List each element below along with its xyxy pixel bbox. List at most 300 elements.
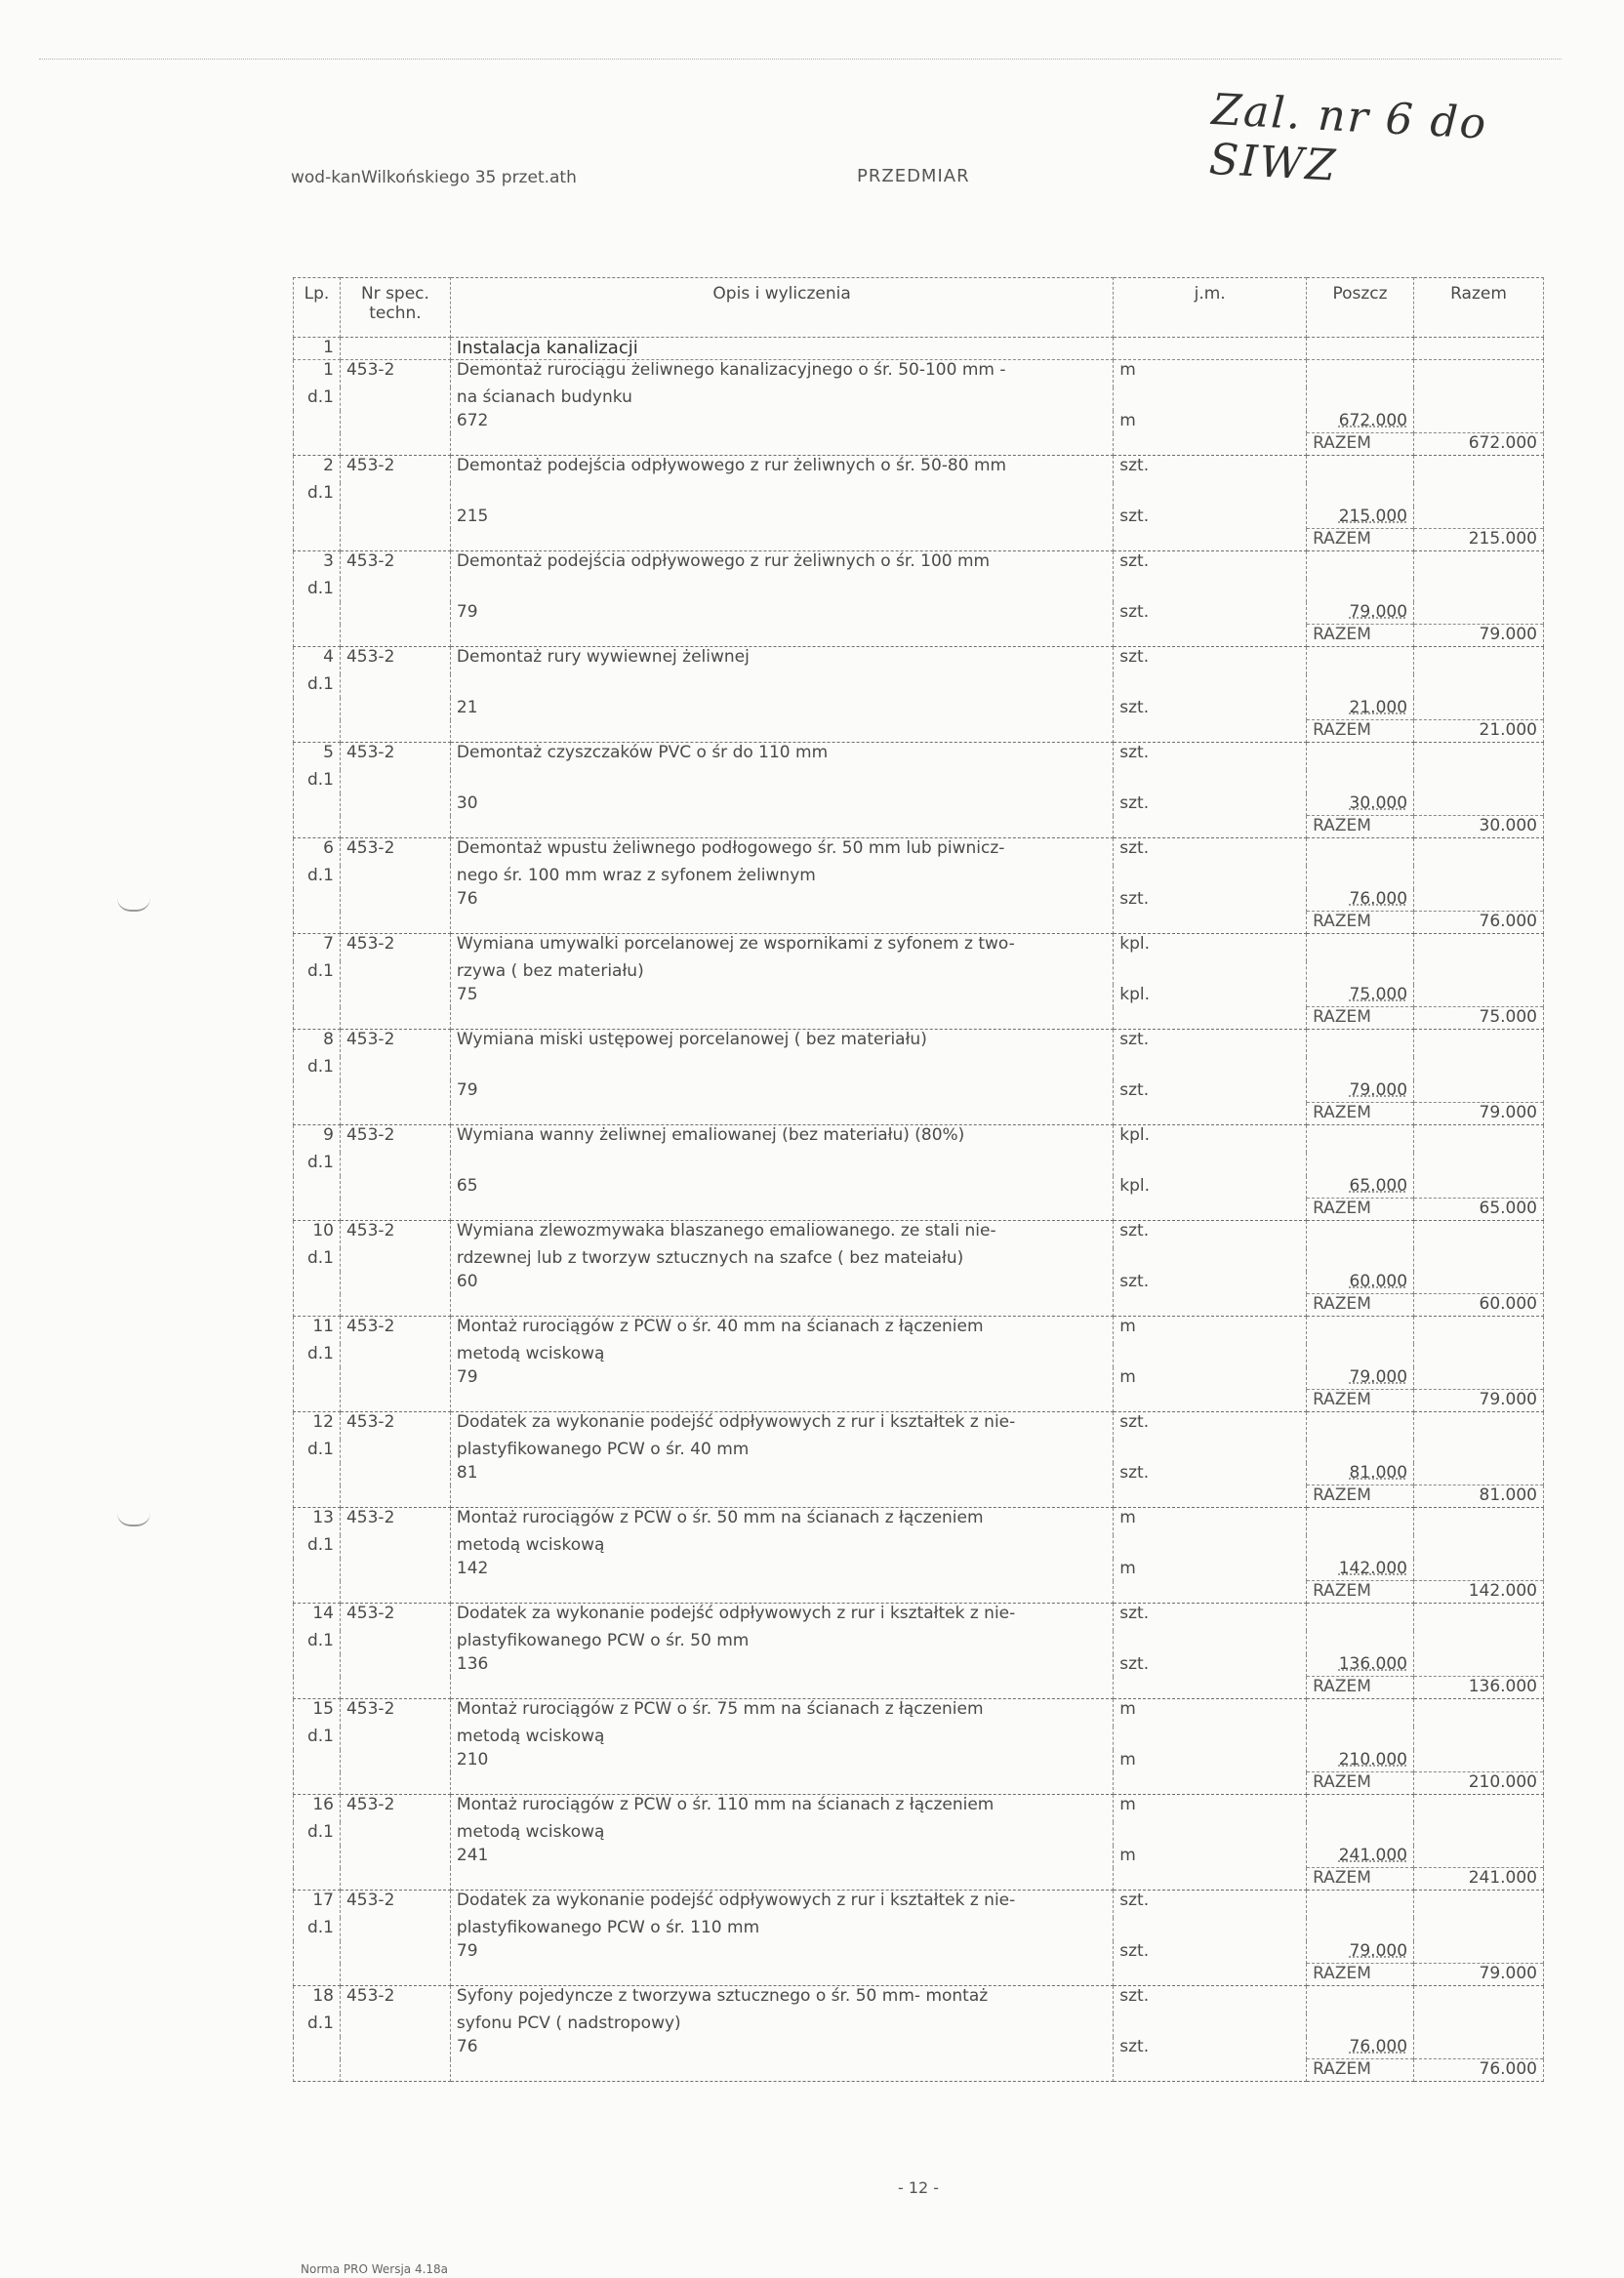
position-sub: d.1 [294, 674, 341, 698]
position-nr-empty [340, 1007, 450, 1030]
position-desc-line1: Demontaż rury wywiewnej żeliwnej [450, 647, 1113, 675]
position-nr: 453-2 [340, 1891, 450, 1919]
position-row [294, 1699, 1544, 1728]
position-poszcz-value: 76.000 [1307, 2037, 1414, 2059]
position-desc-empty [450, 720, 1113, 743]
position-nr-empty [340, 793, 450, 816]
position-nr-empty [340, 1248, 450, 1272]
position-sub: d.1 [294, 387, 341, 411]
footer-version: Norma PRO Wersja 4.18a [301, 2262, 449, 2276]
position-lp: 5 [294, 743, 341, 771]
razem-label: RAZEM [1307, 1964, 1414, 1986]
position-calc-row [294, 1367, 1544, 1390]
position-lp: 16 [294, 1795, 341, 1823]
razem-value: 21.000 [1414, 720, 1544, 743]
razem-value: 75.000 [1414, 1007, 1544, 1030]
position-nr: 453-2 [340, 1317, 450, 1345]
position-razem-empty [1414, 698, 1544, 720]
position-sub: d.1 [294, 866, 341, 889]
position-poszcz-value: 30.000 [1307, 793, 1414, 816]
position-nr-empty [340, 433, 450, 456]
position-desc-empty [450, 529, 1113, 551]
razem-value: 210.000 [1414, 1772, 1544, 1795]
position-lp: 7 [294, 934, 341, 962]
position-sub: d.1 [294, 1248, 341, 1272]
position-nr-empty [340, 816, 450, 838]
position-calc-jm: szt. [1114, 889, 1307, 912]
position-desc-line2: plastyfikowanego PCW o śr. 50 mm [450, 1631, 1113, 1654]
position-jm-empty [1114, 1057, 1307, 1080]
position-jm-empty [1114, 674, 1307, 698]
position-sub: d.1 [294, 1153, 341, 1176]
position-row [294, 360, 1544, 388]
position-sum-row [294, 1485, 1544, 1508]
col-header-nr-spec [340, 278, 450, 338]
position-desc-line1: Demontaż podejścia odpływowego z rur żeliwnych o śr. 100 mm [450, 551, 1113, 580]
position-razem-empty [1414, 1631, 1544, 1654]
position-nr-empty [340, 674, 450, 698]
position-razem-empty [1414, 934, 1544, 962]
position-razem-empty [1414, 1941, 1544, 1964]
position-jm-empty [1114, 1153, 1307, 1176]
position-poszcz-value: 79.000 [1307, 1367, 1414, 1390]
position-jm-empty [1114, 1007, 1307, 1030]
position-nr-empty [340, 1367, 450, 1390]
razem-label: RAZEM [1307, 720, 1414, 743]
position-lp: 15 [294, 1699, 341, 1728]
position-lp: 18 [294, 1986, 341, 2014]
position-poszcz-empty [1307, 456, 1414, 484]
position-desc-line2: syfonu PCV ( nadstropowy) [450, 2014, 1113, 2037]
razem-label: RAZEM [1307, 1677, 1414, 1699]
position-row-cont [294, 1631, 1544, 1654]
position-lp-empty [294, 1772, 341, 1795]
position-jm-empty [1114, 1677, 1307, 1699]
position-calc-jm: szt. [1114, 2037, 1307, 2059]
position-jm: szt. [1114, 647, 1307, 675]
position-razem-empty [1414, 1125, 1544, 1154]
position-calc: 672 [450, 411, 1113, 433]
position-jm: szt. [1114, 838, 1307, 867]
position-lp: 3 [294, 551, 341, 580]
position-lp: 17 [294, 1891, 341, 1919]
position-calc-jm: szt. [1114, 1272, 1307, 1294]
position-razem-empty [1414, 1221, 1544, 1249]
razem-value: 672.000 [1414, 433, 1544, 456]
position-lp-empty [294, 1964, 341, 1986]
position-nr-empty [340, 1535, 450, 1559]
position-poszcz-empty [1307, 579, 1414, 602]
position-calc-jm: m [1114, 411, 1307, 433]
position-desc-empty [450, 1964, 1113, 1986]
table-body [294, 338, 1544, 2082]
position-sum-row [294, 1581, 1544, 1604]
position-nr-empty [340, 961, 450, 985]
position-jm-empty [1114, 579, 1307, 602]
position-lp-empty [294, 1846, 341, 1868]
position-jm: kpl. [1114, 1125, 1307, 1154]
position-poszcz-empty [1307, 1030, 1414, 1058]
position-razem-empty [1414, 360, 1544, 388]
position-nr-empty [340, 1846, 450, 1868]
position-calc-jm: m [1114, 1846, 1307, 1868]
position-row [294, 838, 1544, 867]
razem-label: RAZEM [1307, 1199, 1414, 1221]
razem-label: RAZEM [1307, 1772, 1414, 1795]
position-lp-empty [294, 1868, 341, 1891]
position-nr-empty [340, 483, 450, 507]
razem-label: RAZEM [1307, 1868, 1414, 1891]
position-calc-row [294, 1080, 1544, 1103]
position-row [294, 1221, 1544, 1249]
position-jm-empty [1114, 1103, 1307, 1125]
position-poszcz-value: 81.000 [1307, 1463, 1414, 1485]
position-sum-row [294, 1868, 1544, 1891]
position-jm-empty [1114, 433, 1307, 456]
position-nr-empty [340, 720, 450, 743]
position-razem-empty [1414, 1604, 1544, 1632]
position-poszcz-empty [1307, 1822, 1414, 1846]
position-row-cont [294, 1918, 1544, 1941]
position-poszcz-empty [1307, 1248, 1414, 1272]
position-razem-empty [1414, 1176, 1544, 1199]
position-desc-line1: Demontaż czyszczaków PVC o śr do 110 mm [450, 743, 1113, 771]
position-poszcz-empty [1307, 1604, 1414, 1632]
position-desc-line2 [450, 770, 1113, 793]
razem-value: 81.000 [1414, 1485, 1544, 1508]
section-nr [340, 338, 450, 360]
position-poszcz-empty [1307, 551, 1414, 580]
page-number: - 12 - [898, 2178, 940, 2197]
position-nr-empty [340, 1103, 450, 1125]
position-nr-empty [340, 1559, 450, 1581]
position-nr-empty [340, 770, 450, 793]
razem-label: RAZEM [1307, 1103, 1414, 1125]
position-calc: 142 [450, 1559, 1113, 1581]
razem-value: 60.000 [1414, 1294, 1544, 1317]
position-jm-empty [1114, 1390, 1307, 1412]
position-jm-empty [1114, 1199, 1307, 1221]
position-desc-line2: metodą wciskową [450, 1344, 1113, 1367]
position-jm-empty [1114, 1535, 1307, 1559]
position-desc-empty [450, 1294, 1113, 1317]
position-razem-empty [1414, 551, 1544, 580]
position-poszcz-empty [1307, 1795, 1414, 1823]
position-calc: 215 [450, 507, 1113, 529]
position-desc-line1: Wymiana zlewozmywaka blaszanego emaliowanego. ze stali nie- [450, 1221, 1113, 1249]
position-calc-row [294, 1272, 1544, 1294]
position-desc-empty [450, 625, 1113, 647]
position-razem-empty [1414, 1918, 1544, 1941]
position-razem-empty [1414, 456, 1544, 484]
razem-label: RAZEM [1307, 433, 1414, 456]
position-poszcz-empty [1307, 1508, 1414, 1536]
position-poszcz-value: 65.000 [1307, 1176, 1414, 1199]
position-desc-line1: Montaż rurociągów z PCW o śr. 75 mm na ścianach z łączeniem [450, 1699, 1113, 1728]
position-jm-empty [1114, 529, 1307, 551]
position-calc-row [294, 1941, 1544, 1964]
position-sub: d.1 [294, 770, 341, 793]
position-razem-empty [1414, 1440, 1544, 1463]
position-sub: d.1 [294, 579, 341, 602]
position-razem-empty [1414, 1367, 1544, 1390]
position-nr-empty [340, 1772, 450, 1795]
position-calc-jm: szt. [1114, 1654, 1307, 1677]
position-razem-empty [1414, 1535, 1544, 1559]
position-row [294, 456, 1544, 484]
position-jm-empty [1114, 483, 1307, 507]
position-lp: 2 [294, 456, 341, 484]
position-calc: 81 [450, 1463, 1113, 1485]
position-row [294, 1891, 1544, 1919]
scan-edge-line [39, 59, 1562, 61]
header-filename: wod-kanWilkońskiego 35 przet.ath [291, 168, 577, 187]
position-nr-empty [340, 1581, 450, 1604]
position-razem-empty [1414, 838, 1544, 867]
section-lp: 1 [294, 338, 341, 360]
position-poszcz-value: 21.000 [1307, 698, 1414, 720]
position-nr-empty [340, 1199, 450, 1221]
position-row-cont [294, 2014, 1544, 2037]
col-header-opis: Opis i wyliczenia [450, 278, 1113, 338]
position-nr-empty [340, 411, 450, 433]
position-desc-empty [450, 1007, 1113, 1030]
position-row [294, 1125, 1544, 1154]
position-razem-empty [1414, 1508, 1544, 1536]
position-sub: d.1 [294, 1822, 341, 1846]
position-desc-line2: rdzewnej lub z tworzyw sztucznych na szafce ( bez mateiału) [450, 1248, 1113, 1272]
position-razem-empty [1414, 1559, 1544, 1581]
przedmiar-table [293, 277, 1544, 2082]
position-sum-row [294, 1390, 1544, 1412]
razem-value: 136.000 [1414, 1677, 1544, 1699]
position-razem-empty [1414, 674, 1544, 698]
position-nr: 453-2 [340, 1508, 450, 1536]
position-lp-empty [294, 1176, 341, 1199]
position-razem-empty [1414, 1654, 1544, 1677]
position-poszcz-value: 672.000 [1307, 411, 1414, 433]
position-lp-empty [294, 1581, 341, 1604]
position-poszcz-empty [1307, 1153, 1414, 1176]
position-lp-empty [294, 889, 341, 912]
position-poszcz-value: 210.000 [1307, 1750, 1414, 1772]
position-jm-empty [1114, 961, 1307, 985]
position-nr-empty [340, 1941, 450, 1964]
position-lp-empty [294, 602, 341, 625]
razem-value: 79.000 [1414, 1964, 1544, 1986]
position-row-cont [294, 1248, 1544, 1272]
position-nr: 453-2 [340, 1125, 450, 1154]
razem-value: 30.000 [1414, 816, 1544, 838]
position-jm: m [1114, 1508, 1307, 1536]
position-calc-row [294, 985, 1544, 1007]
position-calc-jm: szt. [1114, 698, 1307, 720]
position-poszcz-value: 79.000 [1307, 1941, 1414, 1964]
position-calc: 79 [450, 1367, 1113, 1390]
position-lp-empty [294, 793, 341, 816]
position-poszcz-empty [1307, 483, 1414, 507]
position-lp: 10 [294, 1221, 341, 1249]
position-lp: 9 [294, 1125, 341, 1154]
position-calc: 136 [450, 1654, 1113, 1677]
position-sum-row [294, 1103, 1544, 1125]
position-row-cont [294, 1057, 1544, 1080]
position-jm: szt. [1114, 551, 1307, 580]
position-jm: szt. [1114, 1986, 1307, 2014]
position-jm: kpl. [1114, 934, 1307, 962]
position-row [294, 1604, 1544, 1632]
position-row [294, 1508, 1544, 1536]
position-jm: szt. [1114, 743, 1307, 771]
position-row-cont [294, 1153, 1544, 1176]
position-calc-row [294, 2037, 1544, 2059]
position-sum-row [294, 1294, 1544, 1317]
position-jm-empty [1114, 1631, 1307, 1654]
position-lp: 8 [294, 1030, 341, 1058]
position-nr-empty [340, 1868, 450, 1891]
position-nr-empty [340, 1677, 450, 1699]
position-calc-row [294, 507, 1544, 529]
position-razem-empty [1414, 961, 1544, 985]
position-nr-empty [340, 387, 450, 411]
position-sub: d.1 [294, 1057, 341, 1080]
position-desc-empty [450, 433, 1113, 456]
position-calc-row [294, 1559, 1544, 1581]
position-lp-empty [294, 1199, 341, 1221]
position-sum-row [294, 1007, 1544, 1030]
position-lp-empty [294, 1941, 341, 1964]
position-desc-line2: rzywa ( bez materiału) [450, 961, 1113, 985]
col-header-nr-a: Nr spec. [360, 284, 429, 304]
position-row-cont [294, 674, 1544, 698]
position-razem-empty [1414, 579, 1544, 602]
position-poszcz-empty [1307, 1631, 1414, 1654]
position-lp-empty [294, 1007, 341, 1030]
position-desc-line2: metodą wciskową [450, 1535, 1113, 1559]
position-poszcz-empty [1307, 360, 1414, 388]
position-calc-jm: szt. [1114, 602, 1307, 625]
position-sub: d.1 [294, 483, 341, 507]
position-jm-empty [1114, 1918, 1307, 1941]
position-jm: szt. [1114, 1604, 1307, 1632]
position-razem-empty [1414, 483, 1544, 507]
position-calc-jm: szt. [1114, 507, 1307, 529]
position-calc-jm: m [1114, 1367, 1307, 1390]
position-calc-row [294, 1654, 1544, 1677]
razem-label: RAZEM [1307, 2059, 1414, 2082]
razem-value: 142.000 [1414, 1581, 1544, 1604]
section-poszcz [1307, 338, 1414, 360]
position-poszcz-value: 241.000 [1307, 1846, 1414, 1868]
position-lp: 11 [294, 1317, 341, 1345]
position-nr-empty [340, 1153, 450, 1176]
position-jm: m [1114, 1317, 1307, 1345]
position-jm-empty [1114, 770, 1307, 793]
position-calc-row [294, 1846, 1544, 1868]
position-lp-empty [294, 1485, 341, 1508]
position-jm-empty [1114, 912, 1307, 934]
position-desc-empty [450, 2059, 1113, 2082]
position-sub: d.1 [294, 1631, 341, 1654]
position-jm-empty [1114, 866, 1307, 889]
razem-label: RAZEM [1307, 1007, 1414, 1030]
position-calc-row [294, 793, 1544, 816]
position-nr: 453-2 [340, 934, 450, 962]
position-lp-empty [294, 2037, 341, 2059]
position-sum-row [294, 2059, 1544, 2082]
position-row [294, 647, 1544, 675]
position-nr: 453-2 [340, 1604, 450, 1632]
position-calc-jm: szt. [1114, 793, 1307, 816]
position-jm: m [1114, 1795, 1307, 1823]
position-poszcz-empty [1307, 1440, 1414, 1463]
position-lp: 4 [294, 647, 341, 675]
position-poszcz-empty [1307, 838, 1414, 867]
position-calc-jm: m [1114, 1750, 1307, 1772]
position-row [294, 743, 1544, 771]
handwritten-note: Zal. nr 6 do SIWZ [1207, 84, 1489, 191]
position-poszcz-empty [1307, 1412, 1414, 1441]
position-jm-empty [1114, 2014, 1307, 2037]
position-calc: 79 [450, 1941, 1113, 1964]
position-desc-empty [450, 1485, 1113, 1508]
position-nr: 453-2 [340, 1221, 450, 1249]
position-razem-empty [1414, 889, 1544, 912]
position-sub: d.1 [294, 1535, 341, 1559]
position-poszcz-value: 76.000 [1307, 889, 1414, 912]
position-razem-empty [1414, 1317, 1544, 1345]
position-nr-empty [340, 1344, 450, 1367]
position-sum-row [294, 720, 1544, 743]
position-row [294, 551, 1544, 580]
position-razem-empty [1414, 1822, 1544, 1846]
razem-label: RAZEM [1307, 625, 1414, 647]
header-title: PRZEDMIAR [857, 166, 970, 186]
position-lp-empty [294, 698, 341, 720]
position-nr-empty [340, 698, 450, 720]
position-calc-jm: szt. [1114, 1080, 1307, 1103]
section-razem [1414, 338, 1544, 360]
position-nr: 453-2 [340, 1030, 450, 1058]
position-desc-line2: plastyfikowanego PCW o śr. 110 mm [450, 1918, 1113, 1941]
position-calc: 30 [450, 793, 1113, 816]
position-calc: 21 [450, 698, 1113, 720]
col-header-nr-b: techn. [369, 304, 422, 323]
razem-value: 79.000 [1414, 625, 1544, 647]
position-desc-empty [450, 1103, 1113, 1125]
position-razem-empty [1414, 793, 1544, 816]
position-calc: 241 [450, 1846, 1113, 1868]
position-calc-row [294, 1176, 1544, 1199]
razem-label: RAZEM [1307, 1485, 1414, 1508]
position-poszcz-empty [1307, 2014, 1414, 2037]
position-lp: 13 [294, 1508, 341, 1536]
position-poszcz-empty [1307, 961, 1414, 985]
position-jm: szt. [1114, 1412, 1307, 1441]
position-sub: d.1 [294, 961, 341, 985]
position-poszcz-value: 60.000 [1307, 1272, 1414, 1294]
razem-value: 76.000 [1414, 2059, 1544, 2082]
position-row [294, 1986, 1544, 2014]
position-razem-empty [1414, 1795, 1544, 1823]
position-lp-empty [294, 1463, 341, 1485]
position-lp: 6 [294, 838, 341, 867]
position-nr-empty [340, 985, 450, 1007]
position-calc-row [294, 602, 1544, 625]
position-calc-row [294, 411, 1544, 433]
position-desc-line1: Demontaż podejścia odpływowego z rur żeliwnych o śr. 50-80 mm [450, 456, 1113, 484]
position-razem-empty [1414, 411, 1544, 433]
